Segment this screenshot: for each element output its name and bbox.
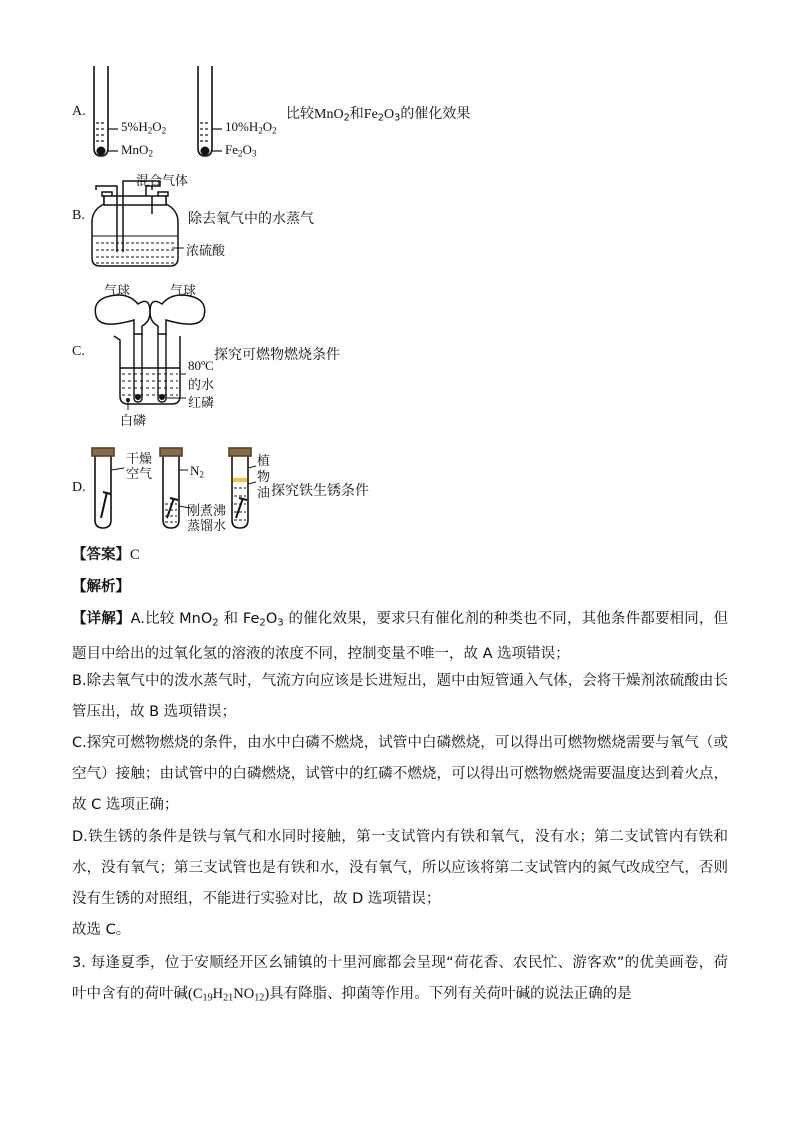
label-boiled-water-2: 蒸馏水 — [187, 519, 227, 534]
option-c-caption: 探究可燃物燃烧条件 — [214, 347, 340, 363]
label-dry-air-2: 空气 — [126, 467, 153, 482]
test-tube-d1 — [92, 448, 124, 528]
sulfuric-acid-level — [92, 236, 184, 263]
sub: 19 — [202, 992, 213, 1004]
label-water-temp: 80ºC — [188, 358, 214, 373]
answer-line — [72, 540, 728, 571]
answer-value: C — [130, 547, 140, 563]
sub: 2 — [259, 617, 266, 629]
text: N — [190, 463, 200, 478]
sub: 12 — [254, 992, 265, 1004]
analysis-label-line — [72, 572, 728, 603]
text: 和 — [349, 106, 364, 122]
label-oil-2: 物 — [257, 470, 271, 485]
option-a-caption — [286, 103, 470, 123]
text: NO — [233, 986, 255, 1002]
liquid-a-left — [96, 123, 118, 151]
analysis-paragraph-b: B.除去氧气中的泼水蒸气时，气流方向应该是长进短出，题中由短管通入气体，会将干燥剂浓硫酸由长管压出，故 B 选项错误； — [72, 673, 728, 720]
liquid-a-right — [200, 123, 222, 151]
sub: 21 — [223, 992, 234, 1004]
label-water: 的水 — [188, 378, 215, 393]
sub: 2 — [258, 125, 263, 136]
option-b-caption: 除去氧气中的水蒸气 — [188, 211, 314, 227]
text: O — [384, 107, 395, 122]
label-5pct-h2o2 — [121, 119, 166, 135]
label-10pct-h2o2 — [225, 119, 277, 135]
label-sulfuric-acid: 浓硫酸 — [186, 244, 226, 259]
label-mixed-gas: 混合气体 — [136, 174, 189, 189]
label-fe2o3 — [225, 142, 256, 158]
test-tube-d3 — [229, 448, 256, 528]
text: 3. 每逢夏季，位于安顺经开区幺铺镇的十里河廊都会呈现“荷花香、农民忙、游客欢”的优美画卷，荷叶中含有的荷叶碱 — [72, 955, 728, 1002]
water-d3 — [234, 488, 246, 520]
answer-label: 【答案】 — [72, 547, 130, 563]
catalyst-fe2o3-dot — [201, 147, 210, 156]
text: 比较 — [286, 106, 314, 122]
label-oil-3: 油 — [257, 486, 271, 501]
question-3 — [72, 948, 728, 1014]
oil-layer — [233, 478, 247, 482]
text: H — [212, 986, 224, 1002]
label-n2 — [190, 463, 204, 479]
label-mno2 — [121, 142, 153, 158]
sub: 2 — [238, 148, 243, 159]
sub: 3 — [251, 148, 257, 159]
text: A.比较 MnO — [130, 611, 213, 627]
text: O — [265, 611, 278, 627]
analysis-paragraph-d: D.铁生锈的条件是铁与氧气和水同时接触，第一支试管内有铁和氧气，没有水；第二支试管内有铁和水，没有氧气；第三支试管也是有铁和水，没有氧气，所以应该将第二支试管内的氮气改成空气，否则没有生锈的对照组，不能进行实验对比，故 D 选项错误； — [72, 829, 728, 907]
analysis-conclusion: 故选 C。 — [72, 922, 131, 938]
text: Fe — [363, 107, 378, 122]
detail-label: 【详解】 — [72, 611, 131, 627]
sub: 3 — [277, 617, 284, 629]
option-a-letter: A. — [72, 104, 86, 119]
sub: 2 — [161, 125, 167, 136]
text: 10%H — [225, 119, 259, 134]
label-balloon-left: 气球 — [104, 284, 131, 299]
catalyst-mno2-dot — [97, 147, 106, 156]
formula — [188, 986, 269, 1002]
option-d-caption: 探究铁生锈条件 — [271, 483, 369, 499]
option-d-letter: D. — [72, 480, 86, 495]
analysis-paragraph-a — [72, 604, 728, 670]
text: ) — [264, 986, 270, 1002]
text: 和 Fe — [218, 611, 260, 627]
label-balloon-right: 气球 — [170, 284, 197, 299]
text: O — [262, 119, 273, 134]
label-white-phosphorus: 白磷 — [120, 414, 147, 429]
label-oil-1: 植 — [257, 454, 271, 469]
wash-bottle — [92, 181, 178, 266]
label-boiled-water-1: 刚煮沸 — [187, 504, 227, 519]
beaker — [114, 336, 180, 404]
text: Fe — [225, 142, 238, 157]
text: MnO — [121, 142, 149, 157]
label-red-phosphorus: 红磷 — [188, 396, 215, 411]
sub: 2 — [343, 112, 350, 124]
text: O — [152, 119, 162, 134]
analysis-paragraph-c: C.探究可燃物燃烧的条件，由水中白磷不燃烧，试管中白磷燃烧，可以得出可燃物燃烧需要与氧气（或空气）接触；由试管中的白磷燃烧，试管中的红磷不燃烧，可以得出可燃物燃烧需要温度达到着火点，故 C 选项正确； — [72, 735, 728, 813]
sub: 2 — [272, 125, 277, 136]
balloon-right — [150, 295, 205, 334]
balloon-left — [95, 295, 150, 334]
sub: 3 — [394, 112, 401, 124]
sub: 2 — [212, 617, 219, 629]
sub: 2 — [199, 469, 204, 480]
text: 具有降脂、抑菌等作用。下列有关荷叶碱的说法正确的是 — [269, 986, 632, 1002]
text: O — [242, 142, 252, 157]
hot-water-lines — [122, 374, 178, 395]
text: MnO — [314, 107, 344, 122]
option-c-letter: C. — [72, 344, 85, 359]
text: 的催化效果，要求只有催化剂的种类也不同，其他条件都要相同，但题目中给出的过氧化氢的溶液的浓度不同，控制变量不唯一，故 A 选项错误； — [72, 611, 729, 662]
option-b-letter: B. — [72, 208, 85, 223]
text: (C — [188, 986, 203, 1002]
sub: 2 — [148, 148, 153, 159]
text: 的催化效果 — [400, 106, 471, 122]
sub: 2 — [147, 125, 153, 136]
sub: 2 — [377, 112, 385, 124]
test-tube-a-left — [94, 66, 108, 156]
text: 5%H — [121, 119, 148, 134]
test-tube-a-right — [198, 66, 212, 156]
label-dry-air-1: 干燥 — [126, 452, 153, 467]
analysis-label: 【解析】 — [72, 579, 130, 595]
